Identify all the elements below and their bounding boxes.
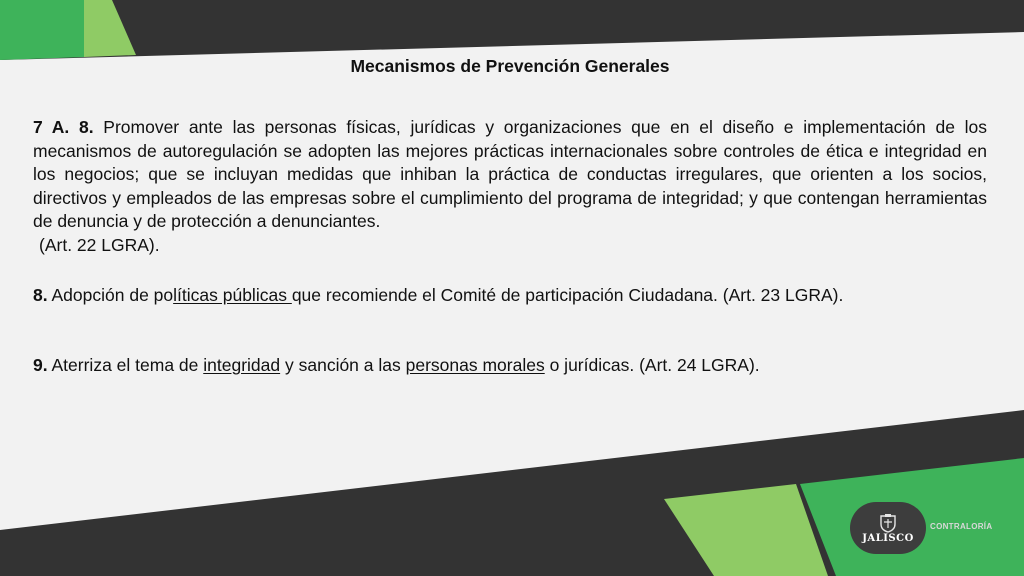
top-green-stripe xyxy=(0,0,84,60)
paragraph-8 xyxy=(33,284,987,308)
article-reference: (Art. 22 LGRA). xyxy=(39,234,160,255)
underlined-text: integridad xyxy=(203,355,281,375)
coat-of-arms-icon xyxy=(877,513,899,533)
paragraph-text: que recomiende el Comité de participación Ciudadana. (Art. 23 LGRA). xyxy=(291,285,844,305)
paragraph-9 xyxy=(33,354,987,378)
paragraph-number: 9. xyxy=(33,355,48,375)
underlined-text: personas morales xyxy=(405,355,545,375)
underlined-text: líticas públicas xyxy=(173,285,292,305)
top-dark-band xyxy=(0,0,1024,60)
paragraph-7a8 xyxy=(33,116,987,258)
paragraph-number: 8. xyxy=(33,285,48,305)
slide-title: Mecanismos de Prevención Generales xyxy=(350,56,670,76)
paragraph-number: 7 A. 8. xyxy=(33,117,94,137)
paragraph-text: y sanción a las xyxy=(280,355,406,375)
logo-text: JALISCO xyxy=(862,532,914,544)
paragraph-text: o jurídicas. (Art. 24 LGRA). xyxy=(544,355,760,375)
paragraph-text: Promover ante las personas físicas, jurídicas y organizaciones que en el diseño e implementación de los mecanismos de autoregulación se adopten las mejores prácticas internacionales sobre controles de ética e integridad en los negocios; que se incluyan medidas que inhiban la práctica de conductas irregulares, que orienten a los socios, directivos y empleados de las empresas sobre el cumplimiento del programa de integridad; y que contengan herramientas de denuncia y de protección a denunciantes. xyxy=(33,117,988,232)
paragraph-text: Adopción de po xyxy=(47,285,174,305)
department-label: CONTRALORÍA xyxy=(930,522,993,531)
paragraph-text: Aterriza el tema de xyxy=(47,355,204,375)
jalisco-logo xyxy=(850,502,926,554)
